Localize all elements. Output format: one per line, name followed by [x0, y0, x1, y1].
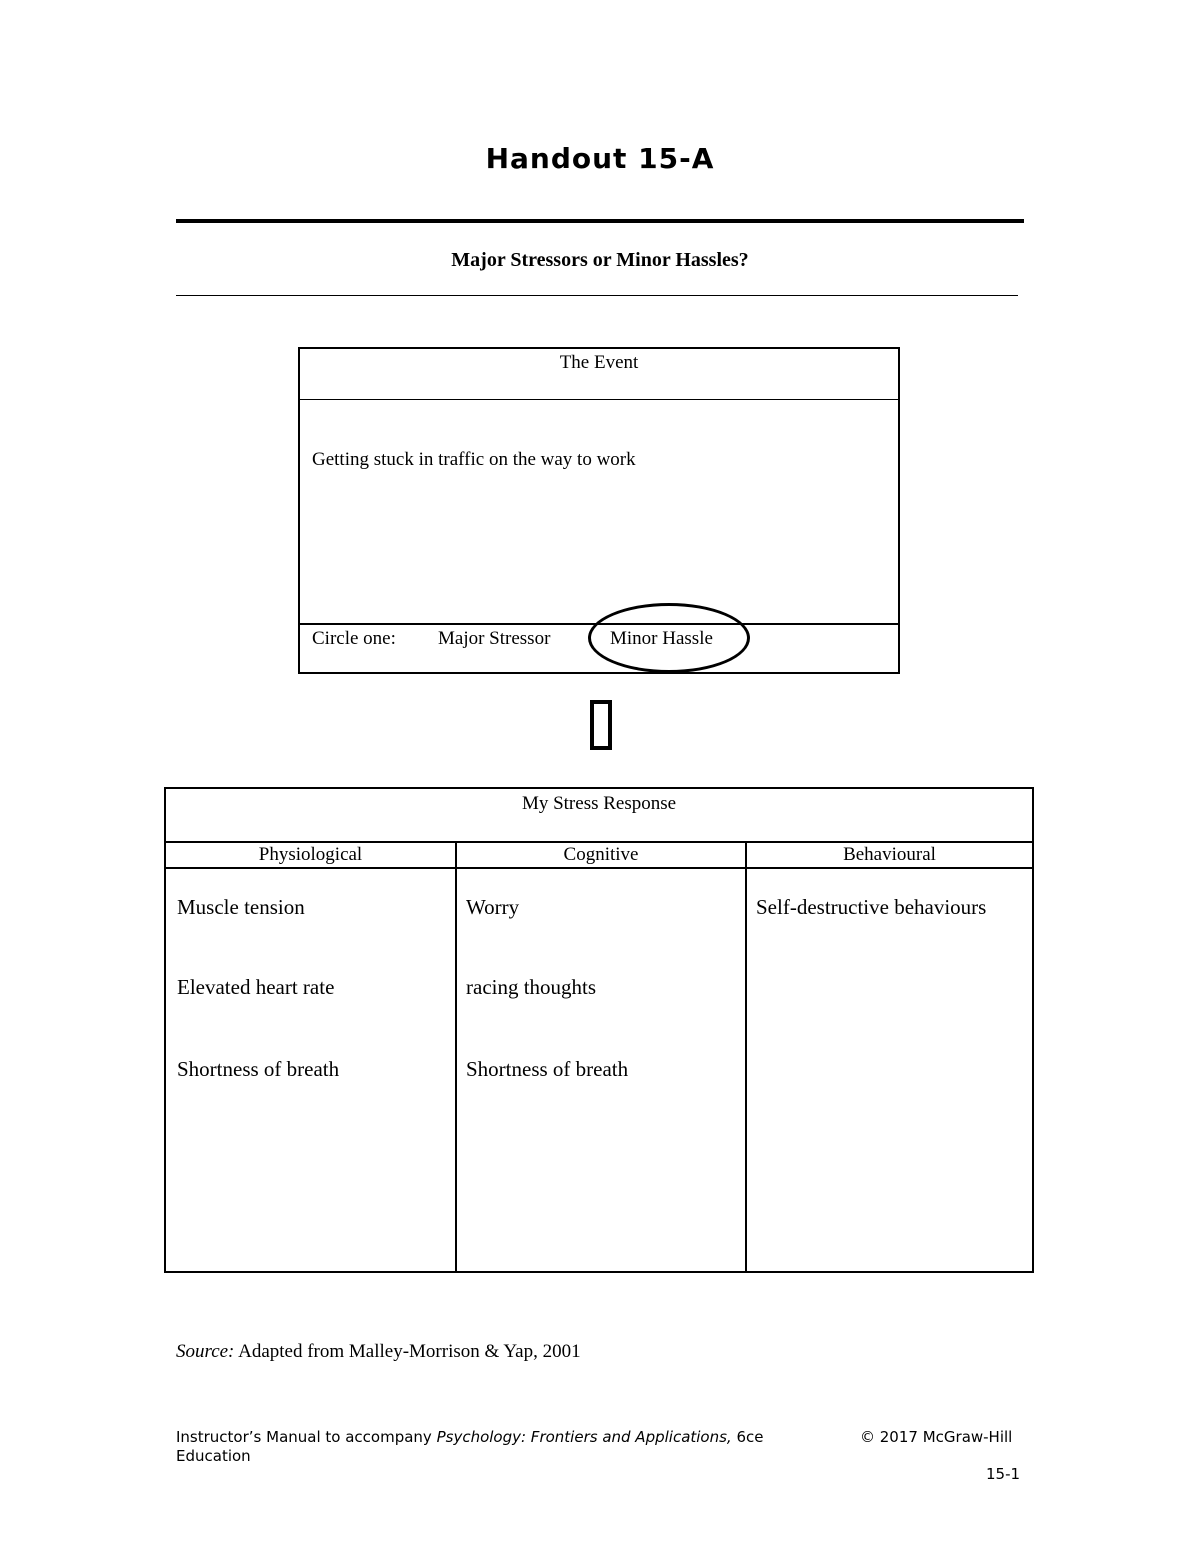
handout-title: Handout 15-A [485, 142, 715, 175]
source-citation [176, 1341, 581, 1363]
page-number: 15-1 [986, 1465, 1021, 1483]
circle-one-label: Circle one: [312, 628, 396, 649]
down-arrow-icon [590, 700, 612, 750]
column-divider [745, 843, 747, 1271]
source-label: Source: [176, 1341, 235, 1362]
behavioural-item: Self-destructive behaviours [756, 895, 987, 919]
subtitle-rule [176, 295, 1018, 296]
event-box [298, 347, 900, 674]
physiological-item: Shortness of breath [177, 1057, 340, 1081]
event-header: The Event [300, 349, 898, 400]
cognitive-item: racing thoughts [466, 975, 597, 999]
selection-circle [588, 603, 750, 673]
option-major-stressor[interactable]: Major Stressor [438, 628, 551, 649]
response-table-title: My Stress Response [166, 789, 1032, 843]
column-header-behavioural: Behavioural [747, 843, 1032, 869]
circle-one-row [300, 623, 898, 674]
cognitive-item: Shortness of breath [466, 1057, 629, 1081]
cognitive-item: Worry [466, 895, 520, 919]
title-rule [176, 219, 1024, 223]
option-minor-hassle[interactable]: Minor Hassle [610, 628, 713, 649]
footer-manual-note [176, 1428, 816, 1466]
event-description: Getting stuck in traffic on the way to work [312, 449, 636, 470]
source-text: Adapted from Malley-Morrison & Yap, 2001 [234, 1341, 581, 1362]
footer-prefix: Instructor’s Manual to accompany [176, 1428, 437, 1446]
stress-response-table [164, 787, 1034, 1273]
physiological-item: Muscle tension [177, 895, 305, 919]
handout-subtitle: Major Stressors or Minor Hassles? [451, 249, 749, 271]
column-header-physiological: Physiological [166, 843, 455, 869]
column-divider [455, 843, 457, 1271]
footer-copyright-line2: Education [176, 1447, 251, 1465]
footer-copyright: © 2017 McGraw-Hill [860, 1428, 1013, 1446]
footer-edition: 6ce [731, 1428, 764, 1446]
physiological-item: Elevated heart rate [177, 975, 335, 999]
footer-book-title: Psychology: Frontiers and Applications, [436, 1428, 732, 1446]
column-header-cognitive: Cognitive [457, 843, 745, 869]
